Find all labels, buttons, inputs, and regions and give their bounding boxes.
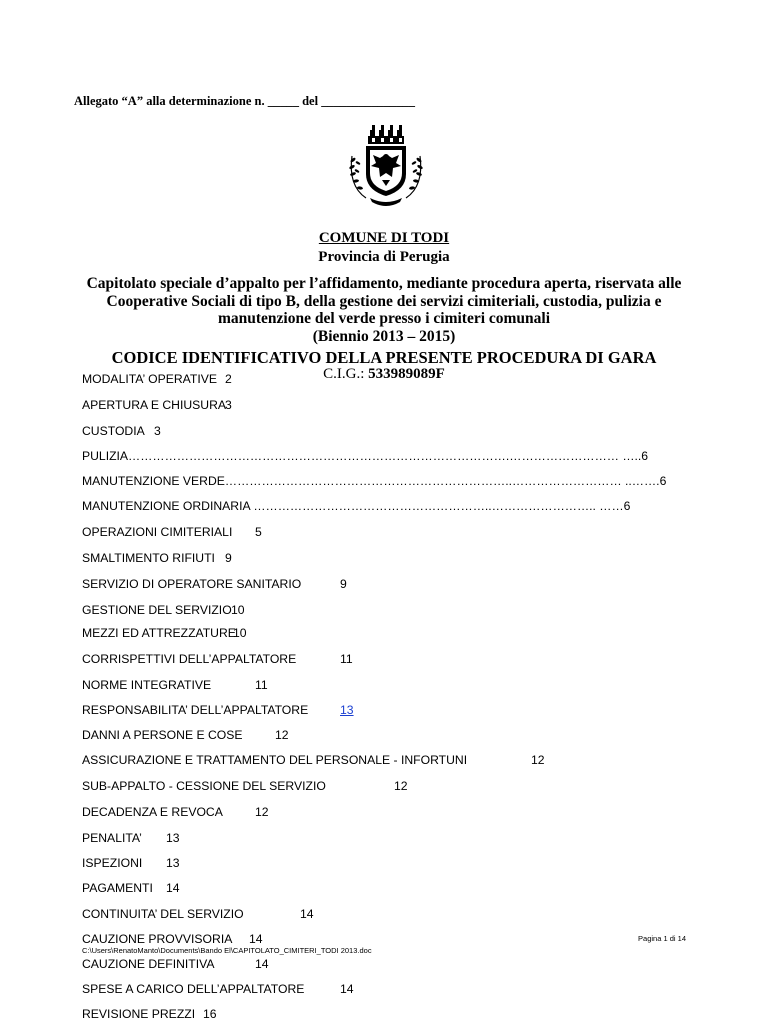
toc-label: MEZZI ED ATTREZZATURE — [82, 626, 236, 640]
toc-label: MANUTENZIONE VERDE……………………………………………………………..……………………… ..…….6 — [82, 474, 667, 488]
page-number: Pagina 1 di 14 — [638, 934, 686, 943]
capitolato-line: (Biennio 2013 – 2015) — [312, 327, 456, 345]
toc-item — [82, 931, 263, 947]
toc-page: 16 — [203, 1007, 217, 1021]
toc-label: ISPEZIONI — [82, 856, 143, 870]
toc-page: 10 — [233, 626, 247, 640]
toc-label: OPERAZIONI CIMITERIALI — [82, 525, 233, 539]
toc-item — [82, 524, 262, 540]
toc-label: PULIZIA………………………………………………………………………………….……………………… …..6 — [82, 449, 649, 463]
toc-item — [82, 397, 232, 413]
toc-item — [82, 423, 161, 439]
toc-item — [82, 727, 289, 743]
toc-item — [82, 855, 180, 871]
toc-item — [82, 550, 232, 566]
toc-page: 11 — [340, 652, 353, 666]
toc-item — [82, 371, 232, 387]
city-coat-of-arms-icon — [330, 122, 442, 210]
codice-heading: CODICE IDENTIFICATIVO DELLA PRESENTE PROCEDURA DI GARA — [111, 348, 657, 367]
toc-page: 14 — [249, 932, 263, 946]
toc-label: CUSTODIA — [82, 424, 145, 438]
toc-label: CAUZIONE DEFINITIVA — [82, 957, 215, 971]
allegato-header: Allegato “A” alla determinazione n. _____ del _______________ — [74, 94, 415, 108]
toc-item — [82, 804, 269, 820]
toc-page: 13 — [166, 856, 180, 870]
toc-page: 3 — [154, 424, 161, 438]
toc-label: APERTURA E CHIUSURA — [82, 398, 227, 412]
toc-page: 14 — [340, 982, 354, 996]
toc-page: 2 — [225, 372, 232, 386]
toc-item — [82, 625, 247, 641]
toc-page: 12 — [394, 779, 408, 793]
toc-label: CORRISPETTIVI DELL’APPALTATORE — [82, 652, 297, 666]
toc-page: 12 — [531, 753, 545, 767]
toc-page: 3 — [225, 398, 232, 412]
toc-page: 9 — [225, 551, 232, 565]
toc-item — [82, 778, 408, 794]
toc-label: SMALTIMENTO RIFIUTI — [82, 551, 215, 565]
toc-page: 12 — [275, 728, 289, 742]
toc-label: SERVIZIO DI OPERATORE SANITARIO — [82, 577, 302, 591]
toc-item — [82, 677, 268, 693]
toc-label: MANUTENZIONE ORDINARIA …………………………………………………..…………………….. ……6 — [82, 499, 631, 513]
toc-label: RESPONSABILITA’ DELL’APPALTATORE — [82, 703, 309, 717]
toc-item — [82, 906, 314, 922]
toc-item — [82, 1006, 217, 1022]
toc-item — [82, 602, 245, 618]
toc-label: NORME INTEGRATIVE — [82, 678, 212, 692]
toc-label: SPESE A CARICO DELL’APPALTATORE — [82, 982, 305, 996]
provincia-subtitle: Provincia di Perugia — [318, 249, 450, 265]
capitolato-line: Capitolato speciale d’appalto per l’affidamento, mediante procedura aperta, riservata alle — [86, 275, 682, 292]
cig-label: C.I.G.: — [323, 366, 369, 382]
toc-label: PAGAMENTI — [82, 881, 153, 895]
toc-page-link[interactable]: 13 — [340, 703, 354, 717]
toc-page: 5 — [255, 525, 262, 539]
toc-page: 10 — [231, 603, 245, 617]
toc-page: 12 — [255, 805, 269, 819]
toc-item — [82, 651, 353, 667]
toc-page: 11 — [255, 678, 268, 692]
toc-item — [82, 752, 545, 768]
toc-label: CAUZIONE PROVVISORIA — [82, 932, 233, 946]
capitolato-title — [0, 275, 768, 345]
toc-label: MODALITA’ OPERATIVE — [82, 372, 217, 386]
capitolato-line: Cooperative Sociali di tipo B, della gestione dei servizi cimiteriali, custodia, pulizia e — [106, 292, 662, 310]
toc-label: DECADENZA E REVOCA — [82, 805, 223, 819]
toc-label: REVISIONE PREZZI — [82, 1007, 196, 1021]
toc-page: 14 — [255, 957, 269, 971]
toc-page: 9 — [340, 577, 347, 591]
toc-label: PENALITA’ — [82, 831, 142, 845]
toc-item — [82, 880, 180, 896]
file-path-footer: C:\Users\RenatoManto\Documents\Bando El\CAPITOLATO_CIMITERI_TODI 2013.doc — [82, 946, 372, 955]
toc-item — [82, 981, 354, 997]
toc-item — [82, 830, 180, 846]
toc-page: 14 — [300, 907, 314, 921]
toc-item — [82, 576, 347, 592]
cig-value: 533989089F — [368, 366, 445, 382]
toc-page: 13 — [166, 831, 180, 845]
toc-label: ASSICURAZIONE E TRATTAMENTO DEL PERSONALE - INFORTUNI — [82, 753, 468, 767]
toc-page: 14 — [166, 881, 180, 895]
toc-item — [82, 956, 269, 972]
toc-label: SUB-APPALTO - CESSIONE DEL SERVIZIO — [82, 779, 326, 793]
comune-title: COMUNE DI TODI — [318, 230, 450, 246]
toc-label: CONTINUITA’ DEL SERVIZIO — [82, 907, 244, 921]
toc-item — [82, 702, 354, 718]
toc-label: GESTIONE DEL SERVIZIO — [82, 603, 232, 617]
capitolato-line: manutenzione del verde presso i cimiteri comunali — [217, 310, 551, 327]
toc-label: DANNI A PERSONE E COSE — [82, 728, 243, 742]
